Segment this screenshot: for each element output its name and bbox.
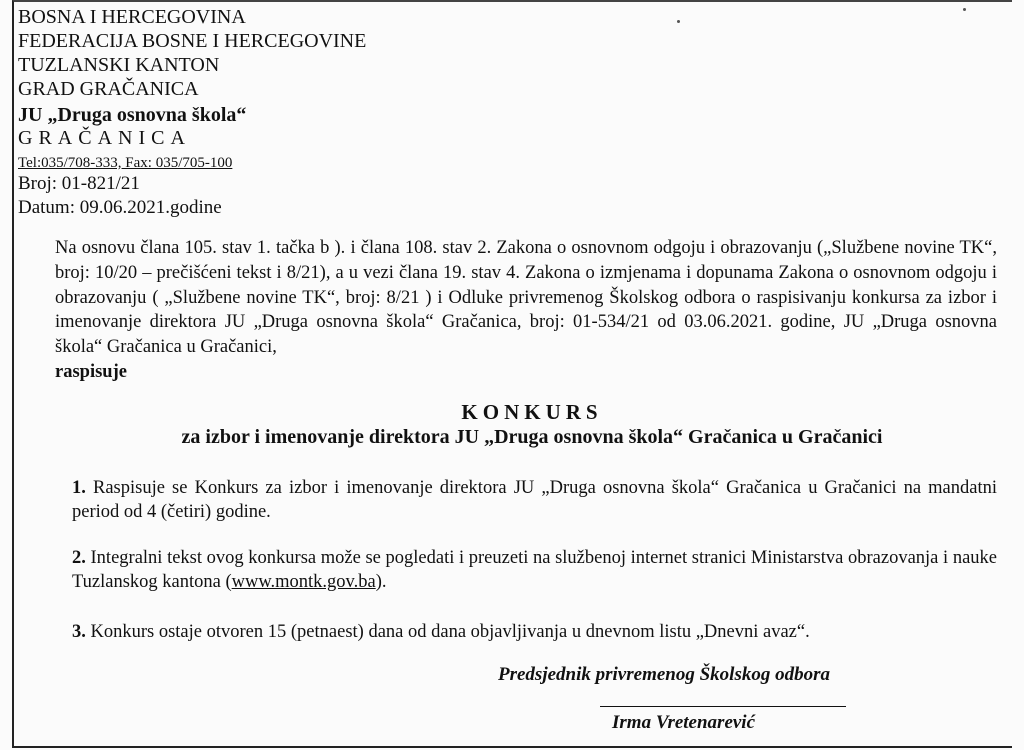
header-federation: FEDERACIJA BOSNE I HERCEGOVINE bbox=[18, 30, 367, 52]
item-number: 3. bbox=[72, 622, 86, 642]
item-number: 1. bbox=[72, 478, 86, 498]
list-item bbox=[72, 620, 997, 644]
intro-text: Na osnovu člana 105. stav 1. tačka b ). i člana 108. stav 2. Zakona o osnovnom odgoju i obrazovanju („Službene novine TK“, broj: 10/20 – prečišćeni tekst i 8/21), a u vezi člana 19. stav 4. Zakona o izmjenama i dopunama Zakona o osnovnom odgoju i obrazovanju ( „Službene novine TK“, broj: 8/21 ) i Odluke privremenog Školskog odbora o raspisivanju konkursa za izbor i imenovanje direktora JU „Druga osnovna škola“ Gračanica, broj: 01-534/21 od 03.06.2021. godine, JU „Druga osnovna škola“ Gračanica u Gračanici, bbox=[55, 238, 997, 358]
scan-speck bbox=[963, 8, 966, 11]
intro-paragraph bbox=[55, 236, 997, 385]
signature-role: Predsjednik privremenog Školskog odbora bbox=[498, 664, 830, 685]
header-country: BOSNA I HERCEGOVINA bbox=[18, 6, 246, 28]
intro-verb: raspisuje bbox=[55, 361, 127, 382]
signature-name: Irma Vretenarević bbox=[612, 712, 756, 733]
item-text: Raspisuje se Konkurs za izbor i imenovanje direktora JU „Druga osnovna škola“ Gračanica u Gračanici na mandatni period od 4 (četiri) godine. bbox=[72, 478, 998, 522]
notice-subtitle: za izbor i imenovanje direktora JU „Druga osnovna škola“ Gračanica u Gračanici bbox=[181, 426, 883, 448]
header-canton: TUZLANSKI KANTON bbox=[18, 54, 220, 76]
item-text-end: ). bbox=[375, 572, 387, 592]
document-date: Datum: 09.06.2021.godine bbox=[18, 197, 222, 218]
header-city: GRAČANICA bbox=[18, 127, 191, 149]
signature-line bbox=[600, 706, 846, 707]
list-item bbox=[72, 546, 997, 594]
notice-title: KONKURS bbox=[461, 400, 603, 424]
header-school: JU „Druga osnovna škola“ bbox=[18, 104, 247, 126]
header-town: GRAD GRAČANICA bbox=[18, 78, 199, 100]
item-text: Konkurs ostaje otvoren 15 (petnaest) dana od dana objavljivanja u dnevnom listu „Dnevni avaz“. bbox=[90, 622, 810, 642]
ministry-website-link[interactable]: www.montk.gov.ba bbox=[231, 572, 376, 592]
list-item bbox=[72, 476, 997, 524]
document-number: Broj: 01-821/21 bbox=[18, 173, 140, 194]
item-number: 2. bbox=[72, 548, 86, 568]
item-text: Integralni tekst ovog konkursa može se pogledati i preuzeti na službenoj internet stranici Ministarstva obrazovanja i nauke Tuzlanskog kantona ( bbox=[72, 548, 997, 592]
scan-speck bbox=[677, 20, 680, 23]
header-contact: Tel:035/708-333, Fax: 035/705-100 bbox=[18, 155, 233, 171]
